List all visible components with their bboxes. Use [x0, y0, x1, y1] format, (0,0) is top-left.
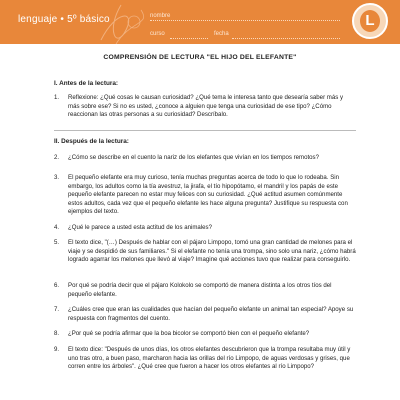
question-number: 1.: [54, 94, 60, 101]
question-7: [54, 306, 356, 323]
page-title: COMPRENSIÓN DE LECTURA "EL HIJO DEL ELEFANTE": [103, 54, 297, 61]
course-label: curso: [150, 31, 165, 37]
subject-separator: •: [60, 14, 65, 25]
question-number: 9.: [54, 346, 60, 353]
document-body: [0, 44, 400, 400]
section-heading-after: II. Después de la lectura:: [54, 138, 129, 145]
question-number: 8.: [54, 330, 60, 337]
question-number: 3.: [54, 174, 60, 181]
logo: [352, 3, 388, 39]
question-text: Reflexione: ¿Qué cosas le causan curiosidad? ¿Qué tema le interesa tanto que desearía saber más y más sobre ese? Si no es usted, ¿conoce a alguien que tenga una curiosidad de ese tipo? ¿Cómo reaccionan las otras personas a su curiosidad? Descríbalo.: [68, 94, 344, 119]
question-3: [54, 174, 356, 217]
question-number: 4.: [54, 224, 60, 231]
question-4: [54, 224, 356, 233]
question-text: El texto dice: "Después de unos días, los otros elefantes descubrieron que la trompa resultaba muy útil y uno tras otro, a buen paso, marcharon hacia las orillas del río Limpopo, de aguas verdosas y grises, que corren entre los árboles". ¿Qué cree que fueron a hacer los otros elefantes al río Limpopo?: [68, 346, 351, 371]
question-number: 6.: [54, 282, 60, 289]
question-number: 7.: [54, 306, 60, 313]
date-label: fecha: [214, 31, 229, 37]
page-header: [0, 0, 400, 44]
course-line[interactable]: [170, 38, 208, 39]
question-text: El texto dice, "(…) Después de hablar con el pájaro Limpopo, tomó una gran cantidad de melones para el viaje y se despidió de sus familiares." Si el elefante no tenía una trompa, sino solo una nariz, ¿cómo habrá logrado agarrar los melones que llevó al viaje? Imagine qué acciones tuvo que realizar para conseguirlo.: [68, 239, 356, 264]
question-text: ¿Cuáles cree que eran las cualidades que hacían del pequeño elefante un animal tan especial? Apoye su respuesta con fragmentos del cuento.: [68, 306, 354, 322]
section-heading-before: I. Antes de la lectura:: [54, 80, 119, 87]
question-text: ¿Por qué se podría afirmar que la boa bicolor se comportó bien con el pequeño elefante?: [68, 330, 310, 337]
question-2: [54, 154, 356, 163]
question-1: [54, 94, 356, 120]
question-text: Por qué se podría decir que el pájaro Kolokolo se comportó de manera distinta a los otros tíos del pequeño elefante.: [68, 282, 332, 298]
question-text: El pequeño elefante era muy curioso, tenía muchas preguntas acerca de todo lo que lo rodeaba. Sin embargo, los adultos como la tía avestruz, la jirafa, el tío hipopótamo, el mandril y los papás de este pequeño elefante parecen no estar muy felices con su curiosidad. ¿Qué actitud asumen comúnmente estos adultos, cada vez que el pequeño elefante les hace alguna pregunta? Justifique su respuesta con ejemplos del texto.: [68, 174, 348, 216]
name-label: nombre: [150, 13, 171, 19]
question-5: [54, 239, 356, 265]
question-9: [54, 346, 356, 372]
divider: [54, 130, 356, 131]
name-line[interactable]: [150, 20, 340, 21]
grade-label: 5º básico: [67, 14, 110, 25]
subject-name: lenguaje: [18, 14, 58, 25]
question-number: 5.: [54, 239, 60, 246]
logo-letter: L: [360, 10, 380, 32]
question-6: [54, 282, 356, 299]
question-8: [54, 330, 356, 339]
question-text: ¿Cómo se describe en el cuento la nariz de los elefantes que vivían en los tiempos remotos?: [68, 154, 319, 161]
date-line[interactable]: [232, 38, 340, 39]
question-number: 2.: [54, 154, 60, 161]
subject-title: [18, 14, 110, 25]
question-text: ¿Qué le parece a usted esta actitud de los animales?: [68, 224, 212, 231]
